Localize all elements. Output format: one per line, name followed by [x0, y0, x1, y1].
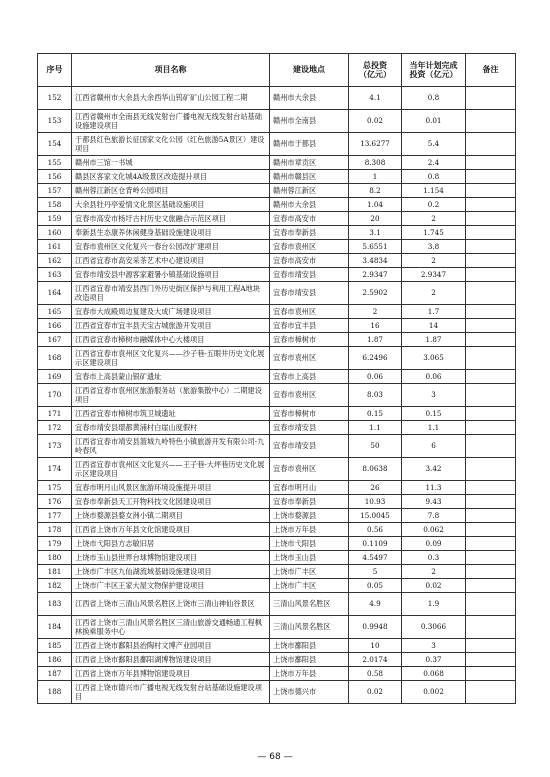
cell-planned-investment: 14: [402, 319, 466, 333]
cell-remark: [466, 133, 516, 156]
cell-project-name: 奉新县生态康养休闲健身基础设施建设项目: [72, 226, 270, 240]
cell-project-name: 江西省宜春市袁州区文化复兴——沙子巷-五眼井历史文化展示区建设项目: [72, 347, 270, 370]
table-body: [38, 87, 516, 704]
cell-planned-investment: 2: [402, 565, 466, 579]
table-row: [38, 593, 516, 616]
cell-project-name: 大余县牡丹亭爱情文化景区基础设施项目: [72, 198, 270, 212]
cell-remark: [466, 565, 516, 579]
table-row: [38, 212, 516, 226]
table-row: [38, 87, 516, 110]
cell-project-name: 江西省上饶市三清山风景名胜区三清山旅游交通畅通工程枫林换乘服务中心: [72, 616, 270, 639]
cell-total-investment: 2.5902: [349, 282, 402, 305]
cell-planned-investment: 0.3: [402, 551, 466, 565]
cell-project-name: 宜春市高安市杨圩古村历史文旅融合示范区项目: [72, 212, 270, 226]
table-row: [38, 407, 516, 421]
cell-no: 155: [38, 156, 72, 170]
cell-project-name: 江西省宜春市宜丰县天宝古城旅游开发项目: [72, 319, 270, 333]
cell-no: 188: [38, 681, 72, 704]
cell-total-investment: 4.9: [349, 593, 402, 616]
cell-no: 169: [38, 370, 72, 384]
cell-location: 赣州市大余县: [270, 87, 349, 110]
cell-remark: [466, 481, 516, 495]
cell-no: 180: [38, 551, 72, 565]
cell-total-investment: 15.0045: [349, 509, 402, 523]
cell-remark: [466, 254, 516, 268]
cell-location: 宜春市袁州区: [270, 240, 349, 254]
cell-project-name: 江西省宜春市高安采茶艺术中心建设项目: [72, 254, 270, 268]
cell-planned-investment: 2.9347: [402, 268, 466, 282]
cell-no: 152: [38, 87, 72, 110]
cell-total-investment: 8.2: [349, 184, 402, 198]
cell-total-investment: 8.03: [349, 384, 402, 407]
cell-total-investment: 5.6551: [349, 240, 402, 254]
cell-no: 178: [38, 523, 72, 537]
table-row: [38, 110, 516, 133]
cell-no: 162: [38, 254, 72, 268]
cell-project-name: 江西省上饶市万年县文化馆建设项目: [72, 523, 270, 537]
cell-project-name: 江西省上饶市三清山风景名胜区上饶市三清山神仙谷景区: [72, 593, 270, 616]
cell-remark: [466, 579, 516, 593]
cell-total-investment: 0.56: [349, 523, 402, 537]
table-row: [38, 551, 516, 565]
cell-total-investment: 8.0638: [349, 458, 402, 481]
cell-remark: [466, 156, 516, 170]
cell-remark: [466, 639, 516, 653]
cell-no: 176: [38, 495, 72, 509]
cell-total-investment: 0.05: [349, 579, 402, 593]
cell-project-name: 宜春市奉新县天工开物科技文化园建设项目: [72, 495, 270, 509]
cell-no: 179: [38, 537, 72, 551]
cell-location: 上饶市婺源县: [270, 509, 349, 523]
cell-project-name: 江西省宜春市袁州区旅游服务站（旅游集散中心）二期建设项目: [72, 384, 270, 407]
cell-total-investment: 0.06: [349, 370, 402, 384]
cell-total-investment: 2.9347: [349, 268, 402, 282]
cell-project-name: 江西省上饶市鄱阳县鄱阳湖博物馆建设项目: [72, 653, 270, 667]
table-row: [38, 370, 516, 384]
cell-location: 宜春市樟树市: [270, 333, 349, 347]
cell-location: 赣州市赣县区: [270, 170, 349, 184]
cell-remark: [466, 593, 516, 616]
cell-no: 183: [38, 593, 72, 616]
cell-no: 159: [38, 212, 72, 226]
cell-location: 宜春市袁州区: [270, 458, 349, 481]
cell-remark: [466, 370, 516, 384]
table-row: [38, 523, 516, 537]
table-row: [38, 156, 516, 170]
cell-no: 185: [38, 639, 72, 653]
cell-total-investment: 0.02: [349, 681, 402, 704]
table-row: [38, 347, 516, 370]
table-row: [38, 495, 516, 509]
cell-project-name: 上饶市玉山县世界台球博物馆建设项目: [72, 551, 270, 565]
cell-no: 158: [38, 198, 72, 212]
table-row: [38, 639, 516, 653]
cell-project-name: 宜春市明月山风景区旅游环境设施提升项目: [72, 481, 270, 495]
project-table-container: [37, 53, 515, 704]
cell-location: 宜春市袁州区: [270, 384, 349, 407]
cell-remark: [466, 110, 516, 133]
page-number: — 68 —: [257, 752, 293, 762]
cell-total-investment: 2.0174: [349, 653, 402, 667]
cell-no: 184: [38, 616, 72, 639]
cell-planned-investment: 3.42: [402, 458, 466, 481]
cell-remark: [466, 384, 516, 407]
table-row: [38, 667, 516, 681]
cell-no: 171: [38, 407, 72, 421]
cell-total-investment: 1.1: [349, 421, 402, 435]
cell-planned-investment: 0.02: [402, 579, 466, 593]
table-row: [38, 616, 516, 639]
table-row: [38, 319, 516, 333]
cell-location: 宜春市靖安县: [270, 435, 349, 458]
cell-location: 宜春市宜丰县: [270, 319, 349, 333]
cell-location: 上饶市广丰区: [270, 579, 349, 593]
cell-remark: [466, 653, 516, 667]
table-row: [38, 579, 516, 593]
cell-location: 宜春市上高县: [270, 370, 349, 384]
cell-total-investment: 10: [349, 639, 402, 653]
cell-project-name: 上饶市弋阳县方志敏旧居: [72, 537, 270, 551]
cell-planned-investment: 5.4: [402, 133, 466, 156]
cell-total-investment: 4.1: [349, 87, 402, 110]
cell-planned-investment: 0.37: [402, 653, 466, 667]
cell-project-name: 宜春市上高县蒙山银矿遗址: [72, 370, 270, 384]
cell-remark: [466, 87, 516, 110]
cell-total-investment: 20: [349, 212, 402, 226]
cell-location: 宜春市奉新县: [270, 495, 349, 509]
cell-total-investment: 10.93: [349, 495, 402, 509]
cell-project-name: 上饶市广丰区王家大屋文物保护建设项目: [72, 579, 270, 593]
cell-remark: [466, 305, 516, 319]
cell-planned-investment: 0.3066: [402, 616, 466, 639]
cell-no: 187: [38, 667, 72, 681]
cell-no: 182: [38, 579, 72, 593]
cell-project-name: 江西省宜春市樟树市筑卫城遗址: [72, 407, 270, 421]
cell-total-investment: 1.87: [349, 333, 402, 347]
cell-location: 上饶市广丰区: [270, 565, 349, 579]
cell-project-name: 江西省赣州市大余县大余西华山钨矿矿山公园工程二期: [72, 87, 270, 110]
cell-remark: [466, 226, 516, 240]
cell-no: 153: [38, 110, 72, 133]
cell-total-investment: 13.6277: [349, 133, 402, 156]
cell-location: 上饶市鄱阳县: [270, 639, 349, 653]
cell-location: 宜春市靖安县: [270, 268, 349, 282]
cell-remark: [466, 170, 516, 184]
cell-planned-investment: 1.1: [402, 421, 466, 435]
cell-remark: [466, 523, 516, 537]
table-header-row: [38, 54, 516, 87]
cell-no: 165: [38, 305, 72, 319]
cell-location: 宜春市奉新县: [270, 226, 349, 240]
cell-total-investment: 1.04: [349, 198, 402, 212]
cell-total-investment: 3.1: [349, 226, 402, 240]
cell-remark: [466, 458, 516, 481]
header-total: 总投资 （亿元）: [349, 54, 402, 87]
cell-planned-investment: 3.065: [402, 347, 466, 370]
cell-remark: [466, 198, 516, 212]
cell-remark: [466, 319, 516, 333]
table-row: [38, 435, 516, 458]
cell-total-investment: 26: [349, 481, 402, 495]
header-remark: 备注: [466, 54, 516, 87]
cell-project-name: 宜春市大成殿周边复建及大成广场建设项目: [72, 305, 270, 319]
cell-project-name: 赣州蓉江新区仓背岭公园项目: [72, 184, 270, 198]
cell-location: 赣州市大余县: [270, 198, 349, 212]
cell-total-investment: 8.308: [349, 156, 402, 170]
cell-planned-investment: 0.8: [402, 170, 466, 184]
cell-project-name: 上饶市广丰区九仙湖流域基础设施建设项目: [72, 565, 270, 579]
cell-location: 赣州蓉江新区: [270, 184, 349, 198]
cell-project-name: 于都县红色旅游长征国家文化公园（红色旅游5A景区）建设项目: [72, 133, 270, 156]
table-row: [38, 282, 516, 305]
cell-no: 175: [38, 481, 72, 495]
cell-planned-investment: 3.8: [402, 240, 466, 254]
cell-planned-investment: 0.002: [402, 681, 466, 704]
cell-planned-investment: 3: [402, 639, 466, 653]
cell-remark: [466, 282, 516, 305]
cell-planned-investment: 0.09: [402, 537, 466, 551]
cell-no: 164: [38, 282, 72, 305]
cell-location: 宜春市高安市: [270, 254, 349, 268]
table-row: [38, 509, 516, 523]
table-row: [38, 133, 516, 156]
table-row: [38, 254, 516, 268]
cell-project-name: 江西省赣州市全南县无线发射台广播电视无线发射台站基础设施建设项目: [72, 110, 270, 133]
cell-total-investment: 0.1109: [349, 537, 402, 551]
cell-planned-investment: 2: [402, 254, 466, 268]
cell-planned-investment: 7.8: [402, 509, 466, 523]
cell-location: 上饶市万年县: [270, 667, 349, 681]
cell-no: 172: [38, 421, 72, 435]
cell-no: 177: [38, 509, 72, 523]
cell-total-investment: 16: [349, 319, 402, 333]
cell-planned-investment: 2: [402, 212, 466, 226]
table-row: [38, 481, 516, 495]
table-row: [38, 170, 516, 184]
cell-location: 宜春市樟树市: [270, 407, 349, 421]
cell-location: 三清山风景名胜区: [270, 593, 349, 616]
cell-planned-investment: 1.7: [402, 305, 466, 319]
cell-project-name: 江西省宜春市樟树市融媒体中心大楼项目: [72, 333, 270, 347]
cell-planned-investment: 0.068: [402, 667, 466, 681]
cell-location: 上饶市鄱阳县: [270, 653, 349, 667]
cell-total-investment: 1: [349, 170, 402, 184]
cell-remark: [466, 509, 516, 523]
header-location: 建设地点: [270, 54, 349, 87]
cell-planned-investment: 1.87: [402, 333, 466, 347]
cell-location: 宜春市袁州区: [270, 347, 349, 370]
cell-planned-investment: 1.745: [402, 226, 466, 240]
cell-project-name: 宜春市靖安县中源客家避暑小镇基础设施项目: [72, 268, 270, 282]
cell-no: 166: [38, 319, 72, 333]
table-row: [38, 240, 516, 254]
cell-project-name: 赣州市三馆一书城: [72, 156, 270, 170]
cell-planned-investment: 3: [402, 384, 466, 407]
cell-planned-investment: 1.9: [402, 593, 466, 616]
cell-remark: [466, 407, 516, 421]
cell-total-investment: 4.5497: [349, 551, 402, 565]
cell-location: 宜春市靖安县: [270, 421, 349, 435]
cell-remark: [466, 616, 516, 639]
cell-total-investment: 0.15: [349, 407, 402, 421]
table-row: [38, 458, 516, 481]
cell-no: 160: [38, 226, 72, 240]
cell-project-name: 江西省上饶市万年县博物馆建设项目: [72, 667, 270, 681]
cell-remark: [466, 421, 516, 435]
cell-project-name: 江西省上饶市鄱阳县治陶村文博产业园项目: [72, 639, 270, 653]
cell-project-name: 宜春市靖安县璟都黄浦村白崖山度假村: [72, 421, 270, 435]
cell-total-investment: 5: [349, 565, 402, 579]
cell-planned-investment: 0.06: [402, 370, 466, 384]
cell-total-investment: 0.58: [349, 667, 402, 681]
table-row: [38, 537, 516, 551]
table-row: [38, 305, 516, 319]
cell-remark: [466, 551, 516, 565]
cell-location: 宜春市靖安县: [270, 282, 349, 305]
cell-remark: [466, 435, 516, 458]
cell-location: 宜春市袁州区: [270, 305, 349, 319]
cell-planned-investment: 0.15: [402, 407, 466, 421]
cell-remark: [466, 347, 516, 370]
table-row: [38, 268, 516, 282]
cell-remark: [466, 537, 516, 551]
cell-no: 181: [38, 565, 72, 579]
cell-total-investment: 3.4834: [349, 254, 402, 268]
cell-remark: [466, 681, 516, 704]
cell-remark: [466, 495, 516, 509]
table-row: [38, 384, 516, 407]
cell-no: 163: [38, 268, 72, 282]
table-row: [38, 333, 516, 347]
header-plan: 当年计划完成 投资（亿元）: [402, 54, 466, 87]
cell-total-investment: 0.02: [349, 110, 402, 133]
cell-no: 157: [38, 184, 72, 198]
cell-location: 上饶市万年县: [270, 523, 349, 537]
cell-location: 上饶市玉山县: [270, 551, 349, 565]
cell-planned-investment: 0.2: [402, 198, 466, 212]
cell-total-investment: 50: [349, 435, 402, 458]
cell-planned-investment: 2.4: [402, 156, 466, 170]
cell-no: 156: [38, 170, 72, 184]
cell-planned-investment: 2: [402, 282, 466, 305]
project-table: [37, 53, 516, 704]
cell-planned-investment: 0.8: [402, 87, 466, 110]
cell-total-investment: 0.9948: [349, 616, 402, 639]
cell-location: 赣州市章贡区: [270, 156, 349, 170]
cell-remark: [466, 333, 516, 347]
cell-location: 三清山风景名胜区: [270, 616, 349, 639]
cell-no: 173: [38, 435, 72, 458]
cell-no: 161: [38, 240, 72, 254]
cell-planned-investment: 9.43: [402, 495, 466, 509]
cell-project-name: 江西省宜春市靖安县西门外历史街区保护与利用工程A地块改造项目: [72, 282, 270, 305]
header-no: 序号: [38, 54, 72, 87]
table-row: [38, 184, 516, 198]
cell-planned-investment: 11.3: [402, 481, 466, 495]
cell-planned-investment: 0.062: [402, 523, 466, 537]
cell-no: 170: [38, 384, 72, 407]
cell-remark: [466, 240, 516, 254]
cell-planned-investment: 1.154: [402, 184, 466, 198]
table-row: [38, 681, 516, 704]
cell-location: 宜春市高安市: [270, 212, 349, 226]
cell-project-name: 宜春市袁州区文化复兴一春台公园改扩建项目: [72, 240, 270, 254]
cell-no: 167: [38, 333, 72, 347]
cell-project-name: 江西省上饶市德兴市广播电视无线发射台站基础设施建设项目: [72, 681, 270, 704]
table-row: [38, 198, 516, 212]
cell-project-name: 赣县区客家文化城4A级景区改造提升项目: [72, 170, 270, 184]
cell-no: 186: [38, 653, 72, 667]
cell-planned-investment: 6: [402, 435, 466, 458]
cell-no: 168: [38, 347, 72, 370]
cell-remark: [466, 268, 516, 282]
cell-planned-investment: 0.01: [402, 110, 466, 133]
cell-location: 上饶市弋阳县: [270, 537, 349, 551]
cell-remark: [466, 667, 516, 681]
header-name: 项目名称: [72, 54, 270, 87]
cell-location: 上饶市德兴市: [270, 681, 349, 704]
cell-location: 赣州市全南县: [270, 110, 349, 133]
cell-project-name: 上饶市婺源县婺女洲小镇二期项目: [72, 509, 270, 523]
cell-location: 赣州市于都县: [270, 133, 349, 156]
cell-remark: [466, 212, 516, 226]
cell-no: 174: [38, 458, 72, 481]
cell-total-investment: 2: [349, 305, 402, 319]
table-row: [38, 421, 516, 435]
cell-total-investment: 6.2496: [349, 347, 402, 370]
cell-remark: [466, 184, 516, 198]
cell-project-name: 江西省宜春市靖安县篮城九岭特色小镇旅游开发有限公司-九岭春风: [72, 435, 270, 458]
table-row: [38, 653, 516, 667]
cell-no: 154: [38, 133, 72, 156]
cell-location: 宜春市明月山: [270, 481, 349, 495]
table-row: [38, 226, 516, 240]
cell-project-name: 江西省宜春市袁州区文化复兴——王子巷-大坪巷历史文化展示区建设项目: [72, 458, 270, 481]
table-row: [38, 565, 516, 579]
